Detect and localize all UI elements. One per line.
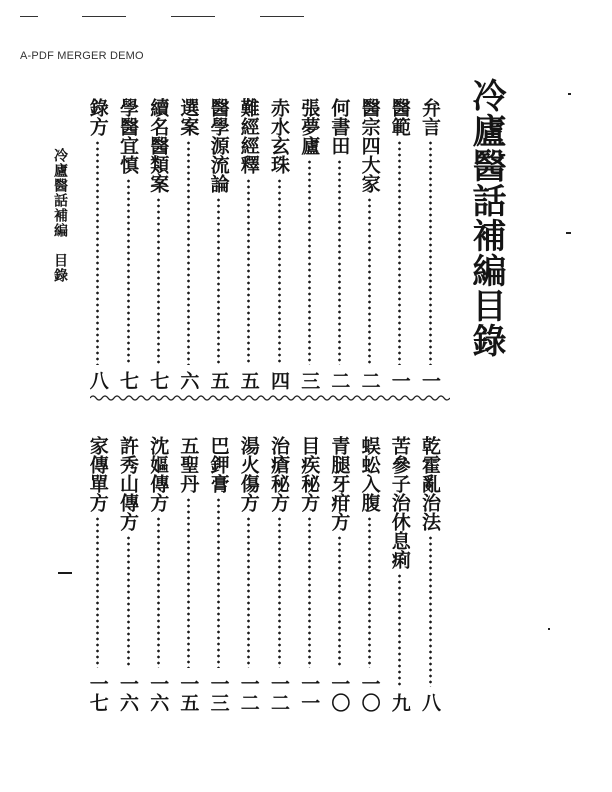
toc-entry-title: 赤水玄珠	[268, 98, 290, 174]
top-rule-2	[82, 16, 126, 17]
dot-leader	[368, 197, 371, 365]
toc-entry-page: 一二	[237, 674, 260, 712]
toc-entry-page: 一三	[207, 674, 230, 712]
dot-leader	[429, 535, 432, 687]
toc-entry-page: 七	[147, 371, 170, 390]
toc-entry-title: 苦參子治休息痢	[388, 436, 411, 569]
scan-speck	[566, 232, 571, 234]
toc-entry	[147, 98, 169, 390]
toc-entry	[208, 436, 230, 712]
toc-entry-title: 學醫宜慎	[117, 98, 139, 174]
toc-entry-title: 難經經釋	[237, 98, 260, 174]
toc-entry-page: 一五	[177, 674, 200, 712]
toc-entry-page: 一〇	[328, 674, 351, 712]
dot-leader	[217, 497, 220, 668]
toc-entry-page: 二	[328, 371, 351, 390]
toc-entry	[238, 98, 260, 390]
toc-entry-page: 六	[177, 371, 200, 390]
toc-entry	[419, 436, 441, 712]
top-rule-3	[171, 16, 215, 17]
toc-entry	[328, 436, 350, 712]
toc-entry-title: 選案	[177, 98, 200, 136]
dot-leader	[308, 516, 311, 668]
dot-leader	[157, 516, 160, 668]
toc-entry-page: 九	[388, 693, 411, 712]
toc-entry-page: 一一	[298, 674, 321, 712]
toc-entry	[298, 98, 320, 390]
toc-entry	[147, 436, 169, 712]
toc-entry	[208, 98, 230, 390]
toc-entry-title: 湯火傷方	[237, 436, 260, 512]
dot-leader	[217, 197, 220, 365]
toc-entry	[359, 98, 381, 390]
toc-entry-title: 治瘡秘方	[268, 436, 290, 512]
toc-entry-page: 七	[117, 371, 139, 390]
toc-entry-page: 一六	[117, 674, 139, 712]
toc-entry	[298, 436, 320, 712]
toc-entry	[419, 98, 441, 390]
toc-entry-title: 家傳單方	[86, 436, 109, 512]
dot-leader	[278, 178, 281, 365]
toc-entry	[87, 98, 109, 390]
page-number	[58, 572, 72, 574]
top-rule-4	[260, 16, 304, 17]
toc-entry-title: 醫宗四大家	[358, 98, 381, 193]
toc-entry-page: 三	[298, 371, 321, 390]
toc-entry-title: 許秀山傳方	[117, 436, 139, 531]
toc-entry-page: 一〇	[358, 674, 381, 712]
toc-entry-page: 一	[388, 371, 411, 390]
toc-entry	[238, 436, 260, 712]
toc-entry-page: 一二	[268, 674, 290, 712]
page-title: 冷廬醫話補編目錄	[466, 78, 506, 358]
toc-entry-title: 醫範	[388, 98, 411, 136]
dot-leader	[368, 516, 371, 668]
toc-entry	[268, 436, 290, 712]
toc-entry-title: 何書田	[328, 98, 351, 155]
dot-leader	[338, 535, 341, 668]
toc-entry	[268, 98, 290, 390]
toc-entry-title: 目疾秘方	[298, 436, 321, 512]
toc-entry	[389, 98, 411, 390]
toc-entry-title: 錄方	[86, 98, 109, 136]
toc-entry-page: 八	[419, 693, 441, 712]
toc-entry-title: 青腿牙疳方	[328, 436, 351, 531]
toc-entry-title: 續名醫類案	[147, 98, 170, 193]
toc-entry-title: 乾霍亂治法	[419, 436, 441, 531]
dot-leader	[429, 140, 432, 365]
dot-leader	[187, 140, 190, 365]
dot-leader	[96, 140, 99, 365]
dot-leader	[398, 573, 401, 687]
toc-entry-title: 蜈蚣入腹	[358, 436, 381, 512]
toc-entry	[177, 436, 199, 712]
toc-entry-page: 一七	[86, 674, 109, 712]
section-divider	[90, 393, 450, 403]
dot-leader	[278, 516, 281, 668]
toc-entry-page: 五	[207, 371, 230, 390]
scan-speck	[548, 628, 550, 630]
toc-entry	[328, 98, 350, 390]
dot-leader	[127, 535, 130, 668]
toc-entry-title: 醫學源流論	[207, 98, 230, 193]
dot-leader	[96, 516, 99, 668]
dot-leader	[398, 140, 401, 365]
watermark: A-PDF MERGER DEMO	[20, 50, 144, 62]
toc-entry-page: 四	[268, 371, 290, 390]
running-head: 冷廬醫話補編 目錄	[52, 148, 68, 283]
dot-leader	[187, 497, 190, 668]
toc-entry	[389, 436, 411, 712]
scan-speck	[568, 93, 571, 95]
dot-leader	[247, 516, 250, 668]
toc-entry-page: 五	[237, 371, 260, 390]
toc-entry	[87, 436, 109, 712]
dot-leader	[127, 178, 130, 365]
dot-leader	[157, 197, 160, 365]
toc-entry-page: 一六	[147, 674, 170, 712]
toc-entry-page: 一	[419, 371, 441, 390]
toc-entry	[359, 436, 381, 712]
toc-entry-title: 張夢廬	[298, 98, 321, 155]
toc-entry	[177, 98, 199, 390]
dot-leader	[247, 178, 250, 365]
toc-entry-title: 弁言	[419, 98, 441, 136]
toc-entry-title: 五聖丹	[177, 436, 200, 493]
toc-entry-title: 沈嫗傳方	[147, 436, 170, 512]
dot-leader	[308, 159, 311, 365]
top-rule-1	[20, 16, 38, 17]
toc-entry	[117, 98, 139, 390]
toc-entry-page: 八	[86, 371, 109, 390]
toc-entry-title: 巴鉀膏	[207, 436, 230, 493]
toc-entry-page: 二	[358, 371, 381, 390]
dot-leader	[338, 159, 341, 365]
toc-entry	[117, 436, 139, 712]
